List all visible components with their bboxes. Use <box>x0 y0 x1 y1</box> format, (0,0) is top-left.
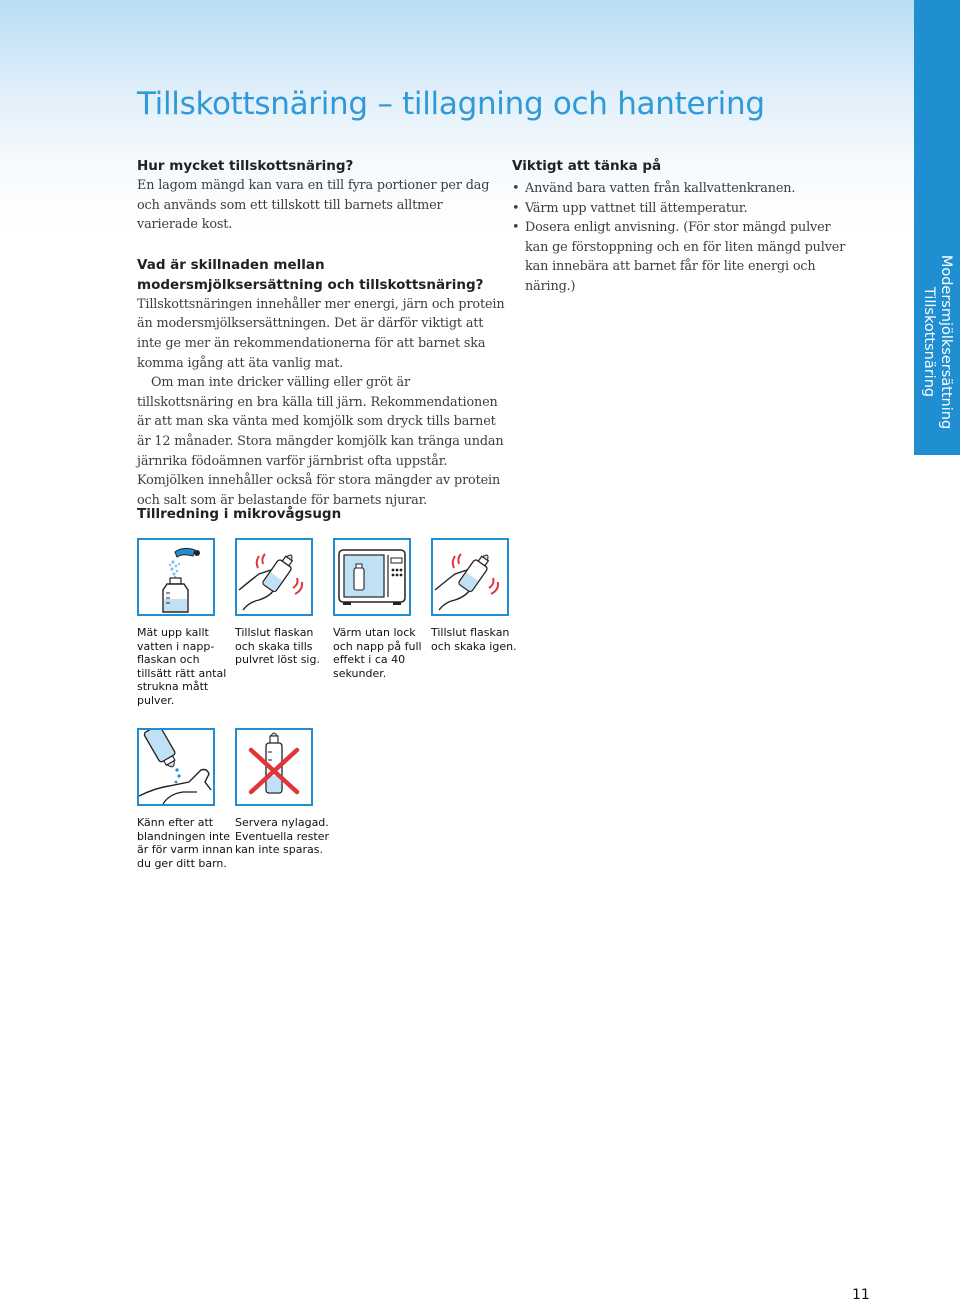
tips-heading: Viktigt att tänka på <box>512 158 662 174</box>
bullet-icon: • <box>512 181 520 196</box>
right-column <box>512 156 852 297</box>
step-caption: Tillslut flaskan och skaka tills pulvret löst sig. <box>235 626 320 667</box>
step-1 <box>137 538 227 708</box>
bullet-icon: • <box>512 200 520 216</box>
step-2 <box>235 538 320 667</box>
scoop-powder-bottle-icon <box>137 538 215 616</box>
tips-list <box>512 179 852 297</box>
step-caption: Servera nylagad. Eventuella rester kan inte sparas. <box>235 816 329 857</box>
left-column <box>137 156 507 510</box>
step-6 <box>235 728 329 857</box>
step-4 <box>431 538 517 653</box>
step-3 <box>333 538 422 680</box>
tips-list-item: • Använd bara vatten från kallvattenkranen. <box>512 179 852 199</box>
page-title: Tillskottsnäring – tillagning och hantering <box>137 86 765 122</box>
shake-bottle-icon <box>235 538 313 616</box>
answer-paragraph-difference: Tillskottsnäringen innehåller mer energi, järn och protein än modersmjölksersättningen. Det är därför viktigt att inte ge mer än rekommendationerna för att barnet ska komma igång att äta vanlig mat. <box>137 296 505 371</box>
side-tab-line-1: Modersmjölksersättning <box>938 254 954 430</box>
wrist-test-icon <box>137 728 215 806</box>
step-caption: Tillslut flaskan och skaka igen. <box>431 626 517 653</box>
step-caption: Känn efter att blandningen inte är för varm innan du ger ditt barn. <box>137 816 233 870</box>
no-leftover-bottle-icon <box>235 728 313 806</box>
microwave-icon <box>333 538 411 616</box>
bullet-icon: • <box>512 220 520 236</box>
question-heading-difference: Vad är skillnaden mellan modersmjölksersättning och tillskottsnäring? <box>137 256 484 293</box>
step-5 <box>137 728 233 870</box>
page-number: 11 <box>852 1287 870 1303</box>
section-side-tab <box>914 0 960 455</box>
tips-list-item: • Värm upp vattnet till ättemperatur. <box>512 199 852 219</box>
shake-bottle-icon <box>431 538 509 616</box>
step-caption: Värm utan lock och napp på full effekt i ca 40 sekunder. <box>333 626 422 680</box>
tips-list-item: • Dosera enligt anvisning. (För stor mängd pulver kan ge förstoppning och en för liten mängd pulver kan innebära att barnet får för lite energi och näring.) <box>512 220 846 294</box>
paragraph-iron-source: Om man inte dricker välling eller gröt är tillskottsnäring en bra källa till järn. Rekommendationen är att man ska vänta med komjölk som dryck tills barnet är 12 månader. Stora mängder komjölk kan tränga undan järnrika födoämnen varför järnbrist ofta uppstår. Komjölken innehåller också för stora mängder av protein och salt som är belastande för barnets njurar. <box>137 375 504 508</box>
preparation-heading: Tillredning i mikrovågsugn <box>137 506 342 522</box>
question-heading-amount: Hur mycket tillskottsnäring? <box>137 158 354 174</box>
step-caption: Mät upp kallt vatten i napp-flaskan och tillsätt rätt antal strukna mått pulver. <box>137 626 227 707</box>
answer-paragraph-amount: En lagom mängd kan vara en till fyra portioner per dag och används som ett tillskott till barnets alltmer varierade kost. <box>137 178 490 233</box>
side-tab-label <box>920 255 954 429</box>
side-tab-line-2: Tillskottsnäring <box>921 286 937 398</box>
